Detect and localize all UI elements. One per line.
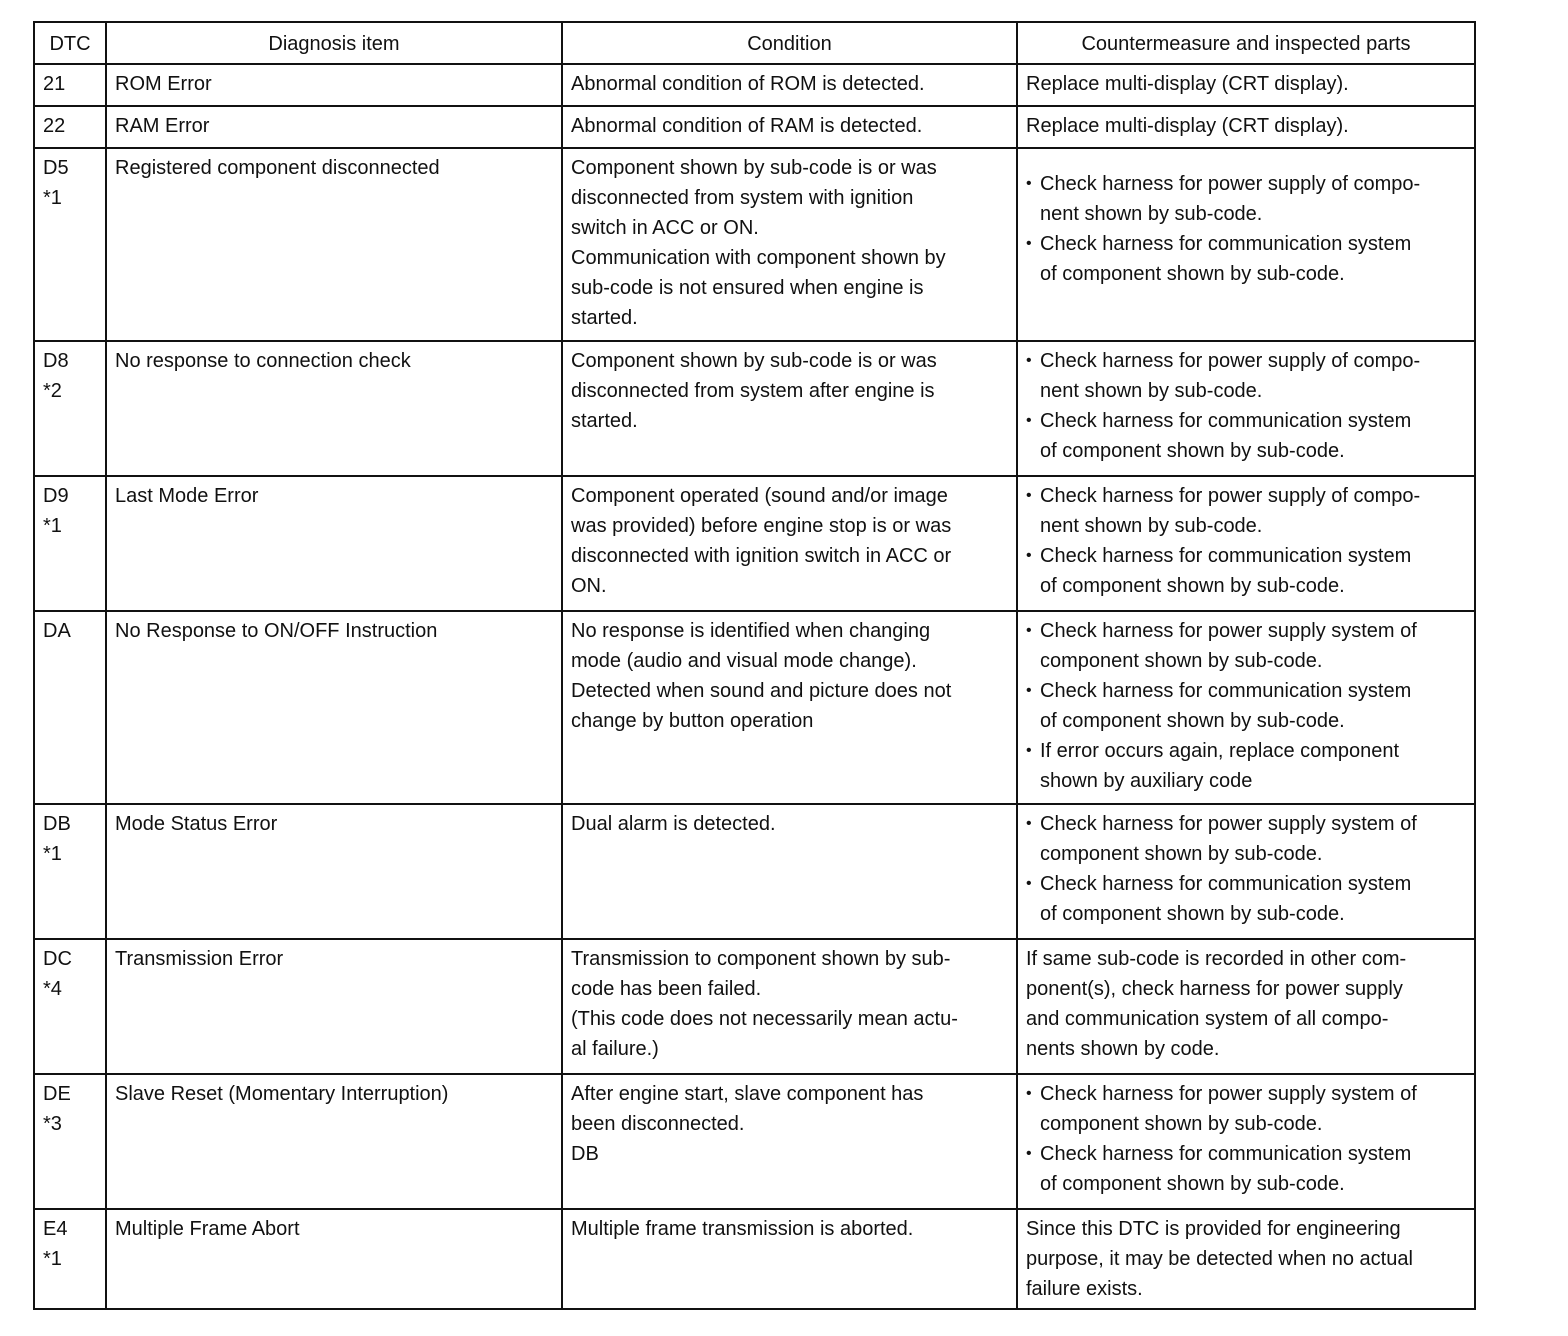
dtc-code: 21 (43, 73, 66, 95)
countermeasure-line: failure exists. (1026, 1278, 1143, 1300)
countermeasure-bullet (1026, 1139, 1466, 1199)
countermeasure-line: • Check harness for power supply system of (1040, 1083, 1417, 1105)
condition-cell (562, 804, 1017, 939)
countermeasure-bullet (1026, 229, 1466, 289)
diagnosis-item-text: No Response to ON/OFF Instruction (115, 620, 438, 642)
dtc-code-cell (34, 148, 106, 341)
countermeasure-bullet (1026, 541, 1466, 601)
countermeasure-line: of component shown by sub-code. (1040, 440, 1345, 462)
countermeasure-line: • Check harness for communication system (1040, 873, 1412, 895)
header-dtc: DTC (34, 22, 106, 64)
condition-line: DB (571, 1143, 599, 1165)
table-row (34, 939, 1475, 1074)
dtc-code: 22 (43, 115, 66, 137)
countermeasure-line: shown by auxiliary code (1040, 770, 1253, 792)
dtc-code: DC (43, 948, 72, 970)
table-row (34, 1074, 1475, 1209)
countermeasure-bullet (1026, 809, 1466, 869)
condition-line: Dual alarm is detected. (571, 813, 776, 835)
dtc-code-cell (34, 106, 106, 148)
countermeasure-cell (1017, 1209, 1475, 1309)
countermeasure-cell (1017, 106, 1475, 148)
condition-line: Component operated (sound and/or image (571, 485, 948, 507)
condition-line: Detected when sound and picture does not (571, 680, 952, 702)
table-row (34, 64, 1475, 106)
condition-line: After engine start, slave component has (571, 1083, 924, 1105)
dtc-note-marker: *2 (43, 380, 62, 402)
countermeasure-line: • Check harness for communication system (1040, 1143, 1412, 1165)
condition-cell (562, 1209, 1017, 1309)
table-row (34, 804, 1475, 939)
countermeasure-bullet (1026, 406, 1466, 466)
diagnosis-item-text: Registered component disconnected (115, 157, 440, 179)
countermeasure-list (1026, 481, 1466, 601)
condition-cell (562, 148, 1017, 341)
countermeasure-line: • Check harness for power supply of compo- (1040, 173, 1421, 195)
condition-cell (562, 476, 1017, 611)
dtc-code-cell (34, 1209, 106, 1309)
header-countermeasure: Countermeasure and inspected parts (1017, 22, 1475, 64)
diagnosis-item-cell (106, 64, 562, 106)
countermeasure-list (1026, 809, 1466, 929)
countermeasure-line: component shown by sub-code. (1040, 1113, 1323, 1135)
countermeasure-cell (1017, 939, 1475, 1074)
countermeasure-bullet (1026, 169, 1466, 229)
countermeasure-line: • Check harness for communication system (1040, 410, 1412, 432)
diagnosis-item-text: No response to connection check (115, 350, 411, 372)
condition-cell (562, 64, 1017, 106)
countermeasure-line: • Check harness for communication system (1040, 680, 1412, 702)
condition-line: Communication with component shown by (571, 247, 946, 269)
condition-line: al failure.) (571, 1038, 659, 1060)
countermeasure-bullet (1026, 481, 1466, 541)
countermeasure-cell (1017, 804, 1475, 939)
dtc-code-cell (34, 611, 106, 804)
countermeasure-line: purpose, it may be detected when no actual (1026, 1248, 1413, 1270)
condition-line: Multiple frame transmission is aborted. (571, 1218, 914, 1240)
dtc-code: DB (43, 813, 71, 835)
condition-line: Transmission to component shown by sub- (571, 948, 951, 970)
condition-line: disconnected with ignition switch in ACC or (571, 545, 952, 567)
countermeasure-cell (1017, 611, 1475, 804)
countermeasure-line: nents shown by code. (1026, 1038, 1220, 1060)
countermeasure-line: nent shown by sub-code. (1040, 203, 1263, 225)
diagnosis-item-cell (106, 476, 562, 611)
countermeasure-line: of component shown by sub-code. (1040, 575, 1345, 597)
dtc-note-marker: *1 (43, 515, 62, 537)
diagnosis-item-cell (106, 611, 562, 804)
condition-line: started. (571, 410, 638, 432)
diagnosis-item-cell (106, 106, 562, 148)
condition-line: ON. (571, 575, 607, 597)
countermeasure-line: Since this DTC is provided for engineering (1026, 1218, 1401, 1240)
dtc-code: DA (43, 620, 71, 642)
condition-line: (This code does not necessarily mean actu- (571, 1008, 958, 1030)
dtc-code-cell (34, 64, 106, 106)
condition-line: Abnormal condition of ROM is detected. (571, 73, 925, 95)
condition-line: change by button operation (571, 710, 814, 732)
countermeasure-line: • Check harness for power supply system of (1040, 620, 1417, 642)
countermeasure-line: of component shown by sub-code. (1040, 710, 1345, 732)
countermeasure-cell (1017, 1074, 1475, 1209)
countermeasure-list (1026, 1079, 1466, 1199)
condition-line: disconnected from system after engine is (571, 380, 935, 402)
dtc-note-marker: *1 (43, 187, 62, 209)
diagnosis-item-text: Slave Reset (Momentary Interruption) (115, 1083, 449, 1105)
header-row (34, 22, 1475, 64)
countermeasure-line: of component shown by sub-code. (1040, 1173, 1345, 1195)
condition-line: sub-code is not ensured when engine is (571, 277, 924, 299)
table-row (34, 148, 1475, 341)
diagnosis-item-text: Transmission Error (115, 948, 284, 970)
diagnosis-item-text: ROM Error (115, 73, 212, 95)
diagnosis-item-text: Multiple Frame Abort (115, 1218, 300, 1240)
diagnosis-item-text: RAM Error (115, 115, 210, 137)
countermeasure-line: • Check harness for communication system (1040, 545, 1412, 567)
countermeasure-bullet (1026, 676, 1466, 736)
countermeasure-bullet (1026, 616, 1466, 676)
table-row (34, 341, 1475, 476)
dtc-code: D9 (43, 485, 69, 507)
condition-line: started. (571, 307, 638, 329)
dtc-code: D8 (43, 350, 69, 372)
countermeasure-bullet (1026, 346, 1466, 406)
countermeasure-line: • Check harness for power supply system of (1040, 813, 1417, 835)
dtc-note-marker: *4 (43, 978, 62, 1000)
diagnosis-item-text: Mode Status Error (115, 813, 278, 835)
dtc-code-cell (34, 939, 106, 1074)
countermeasure-line: Replace multi-display (CRT display). (1026, 115, 1349, 137)
countermeasure-cell (1017, 476, 1475, 611)
dtc-code-cell (34, 1074, 106, 1209)
countermeasure-line: • If error occurs again, replace component (1040, 740, 1400, 762)
table-row (34, 476, 1475, 611)
condition-line: been disconnected. (571, 1113, 745, 1135)
countermeasure-line: ponent(s), check harness for power supply (1026, 978, 1403, 1000)
countermeasure-line: • Check harness for power supply of compo- (1040, 350, 1421, 372)
header-condition: Condition (562, 22, 1017, 64)
diagnosis-item-cell (106, 341, 562, 476)
dtc-code-cell (34, 341, 106, 476)
header-diagnosis-item: Diagnosis item (106, 22, 562, 64)
countermeasure-cell (1017, 64, 1475, 106)
dtc-code: DE (43, 1083, 71, 1105)
countermeasure-line: Replace multi-display (CRT display). (1026, 73, 1349, 95)
countermeasure-line: of component shown by sub-code. (1040, 263, 1345, 285)
countermeasure-line: nent shown by sub-code. (1040, 380, 1263, 402)
dtc-code-cell (34, 804, 106, 939)
table-row (34, 611, 1475, 804)
diagnosis-item-cell (106, 148, 562, 341)
countermeasure-line: nent shown by sub-code. (1040, 515, 1263, 537)
countermeasure-cell (1017, 148, 1475, 341)
countermeasure-bullet (1026, 1079, 1466, 1139)
countermeasure-line: component shown by sub-code. (1040, 843, 1323, 865)
countermeasure-bullet (1026, 736, 1466, 796)
condition-cell (562, 939, 1017, 1074)
diagnosis-item-cell (106, 939, 562, 1074)
diagnosis-item-cell (106, 1209, 562, 1309)
condition-line: mode (audio and visual mode change). (571, 650, 917, 672)
dtc-note-marker: *3 (43, 1113, 62, 1135)
countermeasure-cell (1017, 341, 1475, 476)
dtc-code-cell (34, 476, 106, 611)
condition-line: Component shown by sub-code is or was (571, 350, 937, 372)
dtc-table (33, 21, 1476, 1310)
dtc-note-marker: *1 (43, 1248, 62, 1270)
dtc-code: E4 (43, 1218, 68, 1240)
condition-line: No response is identified when changing (571, 620, 931, 642)
condition-cell (562, 341, 1017, 476)
dtc-note-marker: *1 (43, 843, 62, 865)
dtc-code: D5 (43, 157, 69, 179)
diagnosis-item-cell (106, 1074, 562, 1209)
countermeasure-line: If same sub-code is recorded in other com- (1026, 948, 1407, 970)
countermeasure-line: and communication system of all compo- (1026, 1008, 1389, 1030)
condition-line: disconnected from system with ignition (571, 187, 914, 209)
countermeasure-bullet (1026, 869, 1466, 929)
condition-line: Component shown by sub-code is or was (571, 157, 937, 179)
countermeasure-list (1026, 169, 1466, 289)
table-row (34, 1209, 1475, 1309)
table-body (34, 64, 1475, 1309)
condition-line: Abnormal condition of RAM is detected. (571, 115, 923, 137)
condition-line: was provided) before engine stop is or was (571, 515, 952, 537)
countermeasure-line: • Check harness for communication system (1040, 233, 1412, 255)
table-row (34, 106, 1475, 148)
countermeasure-line: of component shown by sub-code. (1040, 903, 1345, 925)
condition-cell (562, 1074, 1017, 1209)
diagnosis-item-text: Last Mode Error (115, 485, 259, 507)
condition-line: switch in ACC or ON. (571, 217, 759, 239)
countermeasure-list (1026, 616, 1466, 796)
condition-cell (562, 106, 1017, 148)
countermeasure-list (1026, 346, 1466, 466)
countermeasure-line: component shown by sub-code. (1040, 650, 1323, 672)
diagnosis-item-cell (106, 804, 562, 939)
condition-cell (562, 611, 1017, 804)
countermeasure-line: • Check harness for power supply of compo- (1040, 485, 1421, 507)
condition-line: code has been failed. (571, 978, 762, 1000)
